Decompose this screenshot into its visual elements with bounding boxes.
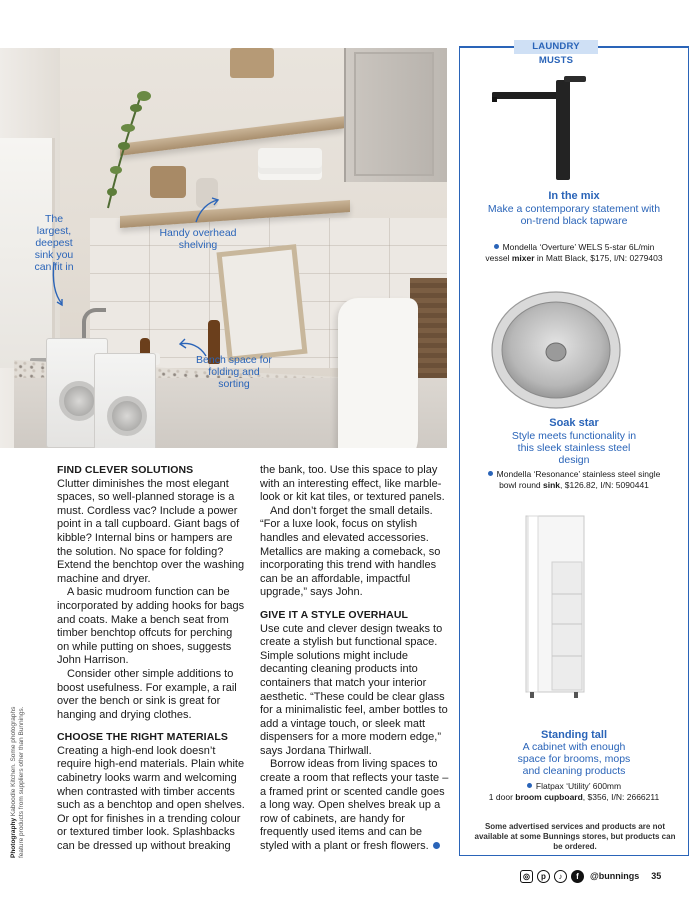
product-spec: Flatpax ‘Utility’ 600mm 1 door broom cupboard, $356, I/N: 2666211 bbox=[488, 781, 660, 802]
overhead-cabinet bbox=[344, 48, 447, 182]
paragraph: A basic mudroom function can be incorporated by adding hooks for bags and coats. Make a bench seat from timber benchtop offcuts for perching on while putting on shoes, suggests John Harrison. bbox=[57, 586, 245, 667]
page-number: 35 bbox=[651, 871, 662, 881]
dryer bbox=[94, 353, 156, 448]
product-description: A cabinet with enough space for brooms, mops and cleaning products bbox=[517, 741, 631, 777]
towel bbox=[338, 298, 418, 448]
product-title: Soak star bbox=[549, 417, 599, 429]
product-description: Style meets functionality in this sleek stainless steel design bbox=[511, 430, 637, 466]
section-heading: CHOOSE THE RIGHT MATERIALS bbox=[57, 731, 228, 744]
product-spec: Mondella ‘Resonance’ stainless steel single bowl round sink, $126.82, I/N: 5090441 bbox=[484, 469, 664, 491]
footer bbox=[520, 868, 661, 884]
product-description: Make a contemporary statement with on-trend black tapware bbox=[487, 203, 661, 227]
arrow-icon bbox=[50, 260, 70, 310]
annotation-shelving: Handy overhead shelving bbox=[159, 227, 237, 251]
arrow-icon bbox=[192, 196, 222, 226]
paragraph: Borrow ideas from living spaces to create a room that reflects your taste – a framed print or scented candle goes a long way. Open shelves break up a row of cabinets, are handy for frequently used items and can be styled with a plant or fresh flowers. bbox=[260, 758, 449, 853]
arrow-icon bbox=[176, 336, 210, 360]
plant-icon bbox=[100, 88, 160, 218]
broom-cupboard-image bbox=[524, 514, 588, 700]
paragraph: Use cute and clever design tweaks to create a stylish but functional space. Simple solutions might include decanting cleaning products into containers that match your interior aesthetic. “These could be clear glass for a minimalistic feel, amber bottles to add a vintage touch, or sleek matt dispensers for a more modern edge,” says Jordana Thirlwall. bbox=[260, 622, 448, 757]
paragraph: the bank, too. Use this space to play with an interesting effect, like marble-look or kit kat tiles, or textured panels. bbox=[260, 464, 445, 504]
photo-credit: Photography Kaboodle Kitchen. Some photographs feature products from suppliers other than Bunnings. bbox=[10, 706, 25, 858]
end-mark-icon bbox=[433, 842, 440, 849]
laundry-musts-tab: LAUNDRY MUSTS bbox=[514, 40, 598, 54]
pinterest-icon[interactable]: p bbox=[537, 870, 550, 883]
annotation-sink: The largest, deepest sink you can fit in bbox=[34, 213, 74, 273]
paragraph: Clutter diminishes the most elegant spaces, so well-planned storage is a must. Cordless vac? Include a power point in a tall cupboard. Giant bags of kibble? Internal bins or hampers are the solution. No space for folding? Extend the benchtop over the washing machine and dryer. bbox=[57, 477, 245, 585]
product-title: In the mix bbox=[548, 190, 600, 202]
article-right-column bbox=[260, 464, 450, 854]
facebook-icon[interactable]: f bbox=[571, 870, 584, 883]
product-spec: Mondella ‘Overture’ WELS 5-star 6L/min vessel mixer in Matt Black, $175, I/N: 0279403 bbox=[485, 242, 663, 263]
paragraph: Consider other simple additions to boost usefulness. For example, a rail over the bench or sink is great for hanging and drying clothes. bbox=[57, 667, 237, 721]
instagram-icon[interactable]: ◎ bbox=[520, 870, 533, 883]
black-mixer-tap-image bbox=[488, 70, 588, 182]
paragraph: And don’t forget the small details. “For a luxe look, focus on stylish handles and elevated accessories. Metallics are making a comeback, so incorporating this trend with handles can be an affordable, impactful upgrade,” says John. bbox=[260, 504, 441, 599]
tiktok-icon[interactable]: ♪ bbox=[554, 870, 567, 883]
section-heading: GIVE IT A STYLE OVERHAUL bbox=[260, 608, 409, 621]
annotation-bench: Bench space for folding and sorting bbox=[196, 354, 272, 390]
product-title: Standing tall bbox=[541, 729, 607, 741]
paragraph: Creating a high-end look doesn’t require high-end materials. Plain white cabinetry looks warm and welcoming when contrasted with timber accents such as a benchtop and open shelves. Or opt for finishes in a trending colour or textured timber look. Splashbacks can be dressed up without breaking bbox=[57, 744, 245, 853]
article-left-column bbox=[57, 464, 247, 854]
availability-note: Some advertised services and products are not available at some Bunnings stores, but products can be ordered. bbox=[474, 822, 676, 851]
framed-print bbox=[216, 244, 307, 362]
laundry-photo bbox=[0, 48, 447, 448]
round-sink-image bbox=[488, 290, 624, 412]
social-handle[interactable]: @bunnings bbox=[590, 871, 640, 881]
section-heading: FIND CLEVER SOLUTIONS bbox=[57, 464, 194, 476]
